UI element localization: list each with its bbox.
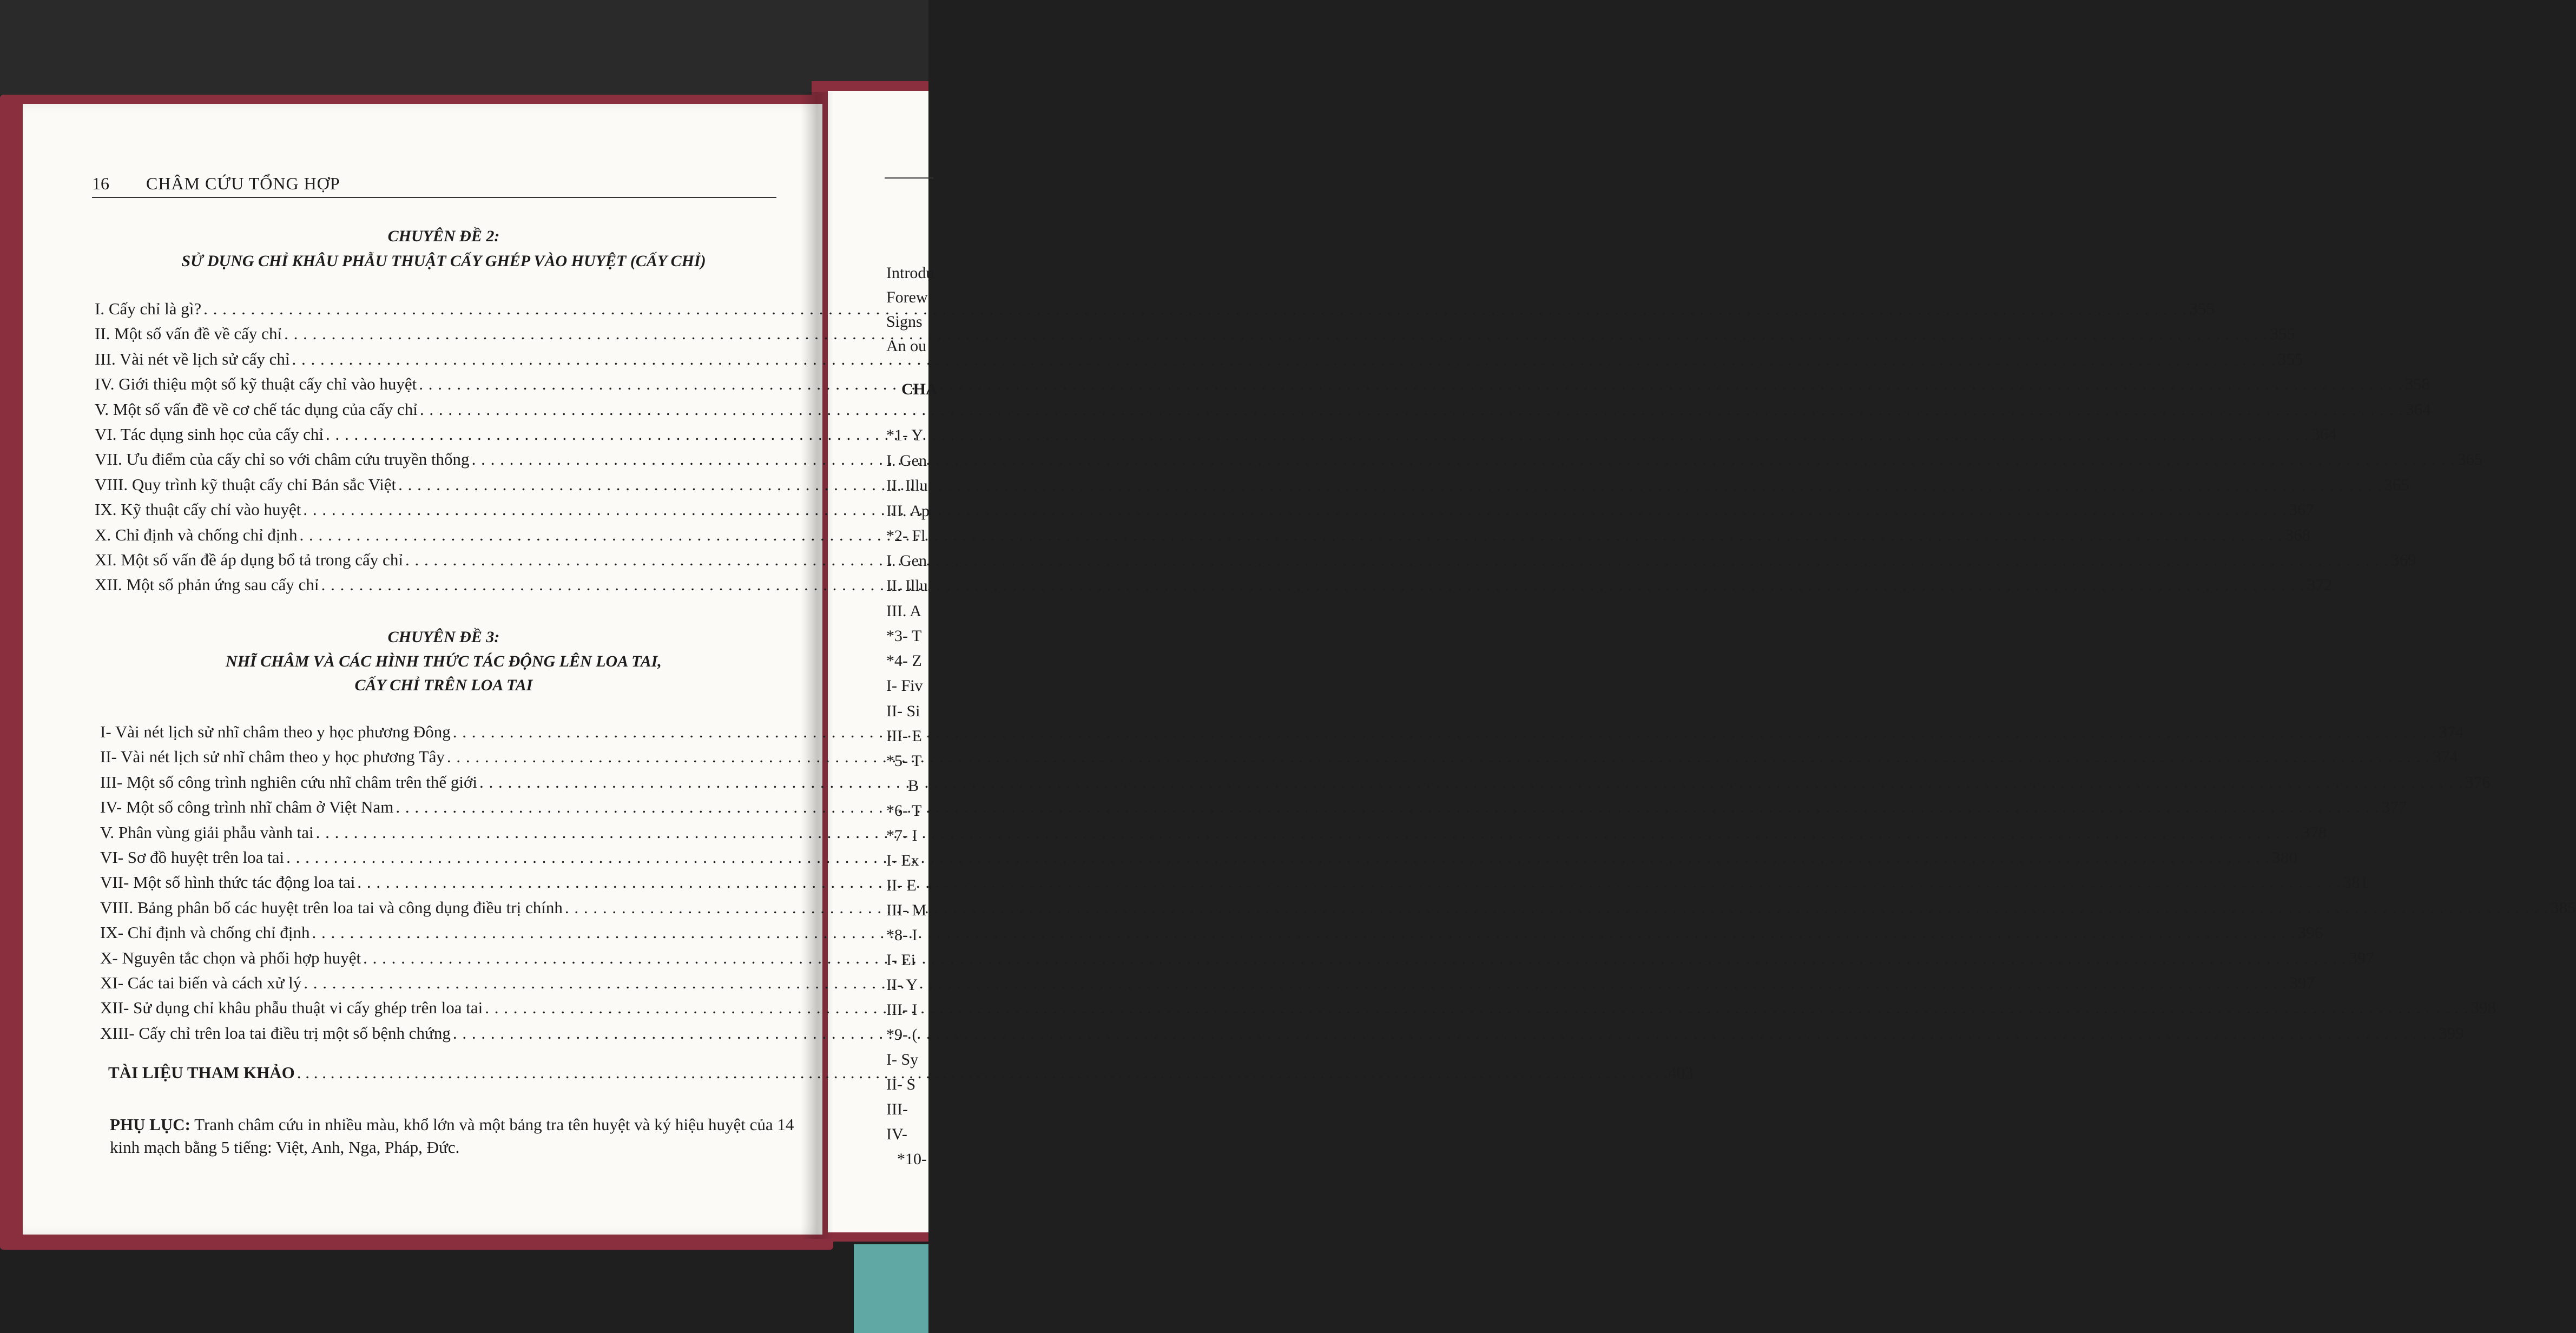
leader-dots [396, 795, 2379, 820]
right-page-header-rule [885, 177, 933, 179]
toc-entry-title: VI. Tác dụng sinh học của cấy chỉ [95, 424, 324, 444]
toc-entry-title: IX- Chỉ định và chống chỉ định [100, 923, 310, 942]
toc-entry-title: XII. Một số phản ứng sau cấy chỉ [95, 575, 319, 595]
references-page: 403 [1668, 1063, 1694, 1082]
toc-entry-title: XI- Các tai biến và cách xử lý [100, 973, 302, 992]
right-page-fragment: I. Gen [886, 452, 927, 470]
appendix-label: PHỤ LỤC: [110, 1115, 190, 1134]
leader-dots [472, 447, 2455, 472]
toc-entry-page: 365 [2384, 474, 2409, 494]
toc-entry-title: IV- Một số công trình nhĩ châm ở Việt Nam [100, 797, 394, 817]
toc-entry-page: 368 [2285, 525, 2311, 544]
toc-entry-page: 376 [2465, 772, 2491, 791]
toc-entry-title: XII- Sử dụng chỉ khâu phẫu thuật vi cấy ghép trên loa tai [100, 998, 483, 1018]
right-page-fragment: I- Ei [886, 951, 916, 969]
toc-entry-title: II. Một số vấn đề về cấy chỉ [95, 324, 282, 344]
toc-entry-title: V. Phân vùng giải phẫu vành tai [100, 822, 314, 842]
leader-dots [312, 920, 2295, 945]
toc-entry-page: 399 [2439, 1023, 2464, 1042]
right-page-fragment: *5- T [886, 752, 922, 770]
right-page-fragment: *6- T [886, 802, 922, 820]
toc-entry-title: III- Một số công trình nghiên cứu nhĩ châm trên thế giới [100, 772, 477, 791]
leader-dots [419, 372, 2402, 397]
toc-entry-page: 397 [2289, 973, 2315, 992]
toc-entry-page: 372 [2307, 575, 2333, 595]
right-page-fragment: II- Si [886, 702, 920, 720]
leader-dots [398, 472, 2382, 497]
toc-entry-page: 367 [2289, 500, 2315, 519]
toc-entry-title: II- Vài nét lịch sử nhĩ châm theo y học phương Tây [100, 747, 445, 767]
right-page-fragment: II. Illu [886, 577, 928, 595]
toc-entry-page: 355 [2270, 324, 2295, 344]
right-page-fragment: III. A [886, 602, 921, 620]
toc-entry-page: 358 [2404, 374, 2430, 394]
right-page-fragment: I- Sy [886, 1051, 919, 1068]
running-title: CHÂM CỨU TỔNG HỢP [146, 174, 340, 193]
leader-dots [304, 971, 2287, 995]
toc-entry-page: 364 [2311, 424, 2337, 444]
references-entry [108, 1063, 1694, 1083]
right-page-fragment: III- [886, 1100, 908, 1118]
leader-dots [453, 720, 2436, 744]
right-page-fragment: *9- ( [886, 1026, 918, 1044]
right-page-fragment: I. Gen [886, 552, 927, 570]
toc-entry-page: 365 [2457, 450, 2483, 469]
toc-entry-page: 381 [2343, 873, 2369, 892]
toc-entry-title: I. Cấy chỉ là gì? [95, 299, 202, 318]
toc-entry-title: VIII. Quy trình kỹ thuật cấy chỉ Bản sắc Việt [95, 474, 397, 494]
right-page-fragment: I- Fiv [886, 677, 923, 695]
section-2-title: SỬ DỤNG CHỈ KHÂU PHẪU THUẬT CẤY GHÉP VÀO HUYỆT (CẤY CHỈ) [181, 252, 706, 270]
page-number: 16 [92, 174, 109, 193]
toc-entry-title: VII- Một số hình thức tác động loa tai [100, 873, 355, 892]
toc-entry-title: IX. Kỹ thuật cấy chỉ vào huyệt [95, 500, 301, 519]
leader-dots [284, 321, 2268, 346]
right-page-fragment: *10- [897, 1150, 927, 1168]
toc-entry-page: 364 [2406, 399, 2431, 419]
leader-dots [453, 1021, 2436, 1046]
leader-dots [326, 422, 2309, 447]
toc-entry-title: XI. Một số vấn đề áp dụng bổ tả trong cấy chỉ [95, 550, 403, 569]
leader-dots [357, 870, 2341, 895]
toc-entry-page: 374 [2439, 722, 2464, 741]
leader-dots [565, 895, 2548, 920]
toc-entry-page: 378 [2301, 822, 2327, 842]
right-page-fragment: *3- T [886, 627, 922, 645]
toc-entry-page: 355 [2277, 349, 2303, 368]
toc-entry-title: X- Nguyên tắc chọn và phối hợp huyệt [100, 948, 361, 967]
toc-entry [95, 397, 2431, 422]
toc-entry [95, 347, 2303, 372]
appendix-text: Tranh châm cứu in nhiều màu, khổ lớn và một bảng tra tên huyệt và ký hiệu huyệt của 14 kinh mạch bằng 5 tiếng: Việt, Anh, Nga, Pháp, Đức. [110, 1115, 794, 1157]
appendix-note [110, 1113, 797, 1159]
toc-entry-title: VII. Ưu điểm của cấy chỉ so với châm cứu truyền thống [95, 450, 470, 469]
right-page-fragment: B [908, 777, 919, 795]
leader-dots [420, 397, 2403, 422]
right-page-fragment: III. Ap [886, 502, 930, 520]
right-page-fragment: CHA [901, 380, 938, 398]
section-2-label: CHUYÊN ĐỀ 2: [387, 227, 500, 245]
right-page-fragment: Signs [886, 313, 923, 331]
scan-backdrop [0, 0, 928, 95]
toc-entry-title: I- Vài nét lịch sử nhĩ châm theo y học phương Đông [100, 722, 451, 741]
leader-dots [479, 770, 2463, 795]
right-page [828, 91, 938, 1232]
leader-dots [447, 744, 2430, 769]
leader-dots [405, 547, 2389, 572]
leader-dots [316, 820, 2300, 845]
right-page-fragment: Introdu [886, 264, 934, 282]
toc-entry [100, 1021, 2464, 1046]
section-3-label: CHUYÊN ĐỀ 3: [387, 628, 500, 646]
right-page-fragment: II. Illu [886, 477, 928, 494]
toc-entry-page: 377 [2381, 797, 2407, 817]
toc-entry-title: X. Chỉ định và chống chỉ định [95, 525, 298, 544]
right-page-fragment: II- Y [886, 976, 918, 994]
right-page-fragment: III- I [886, 1001, 918, 1019]
toc-entry-page: 396 [2297, 923, 2323, 942]
section-3-title-line-1: NHĨ CHÂM VÀ CÁC HÌNH THỨC TÁC ĐỘNG LÊN LOA TAI, [226, 652, 662, 670]
toc-entry-title: III. Vài nét về lịch sử cấy chỉ [95, 349, 290, 368]
toc-entry-page: 355 [2189, 299, 2215, 318]
toc-entry-title: VIII. Bảng phân bố các huyệt trên loa tai và công dụng điều trị chính [100, 898, 563, 917]
leader-dots [203, 296, 2187, 321]
right-page-fragment: III- E [886, 727, 922, 745]
leader-dots [485, 995, 2468, 1020]
references-title: TÀI LIỆU THAM KHẢO [108, 1063, 295, 1082]
leader-dots [363, 946, 2347, 971]
toc-entry-page: 397 [2349, 948, 2374, 967]
right-page-fragment: *4- Z [886, 652, 922, 670]
right-page-fragment: I- Ex [886, 852, 919, 869]
background-strip [854, 1244, 928, 1333]
toc-entry-page: 369 [2391, 550, 2416, 569]
right-page-fragment: III- M [886, 901, 927, 919]
toc-entry-title: XIII- Cấy chỉ trên loa tai điều trị một số bệnh chứng [100, 1023, 451, 1042]
right-page-fragment: IV- [886, 1125, 907, 1143]
toc-entry-page: 380 [2272, 847, 2297, 867]
right-page-fragment: *7- I [886, 827, 918, 844]
toc-entry [100, 770, 2491, 795]
right-page-fragment: *8- I [886, 926, 918, 944]
toc-entry-title: IV. Giới thiệu một số kỹ thuật cấy chỉ vào huyệt [95, 374, 417, 394]
leader-dots [303, 497, 2287, 522]
leader-dots [292, 347, 2276, 372]
right-page-fragment: II- S [886, 1075, 916, 1093]
toc-entry-title: VI- Sơ đồ huyệt trên loa tai [100, 847, 285, 867]
right-page-fragment: An ou [886, 337, 927, 355]
toc-entry-page: 398 [2470, 998, 2496, 1018]
section-3-title-line-2: CẤY CHỈ TRÊN LOA TAI [354, 676, 533, 694]
leader-dots [321, 572, 2305, 597]
right-page-fragment: II- E [886, 876, 917, 894]
page-header [92, 167, 776, 198]
toc-entry-title: V. Một số vấn đề về cơ chế tác dụng của cấy chỉ [95, 399, 418, 419]
toc-entry-page: 385 [2551, 898, 2576, 917]
right-page-fragment: *1- Y [886, 426, 924, 444]
leader-dots [300, 523, 2283, 547]
leader-dots [286, 845, 2270, 870]
right-page-fragment: *2- Fl [886, 527, 926, 545]
right-page-fragment: Forew [886, 288, 928, 306]
leader-dots [297, 1063, 1668, 1083]
toc-entry-page: 374 [2433, 747, 2458, 767]
